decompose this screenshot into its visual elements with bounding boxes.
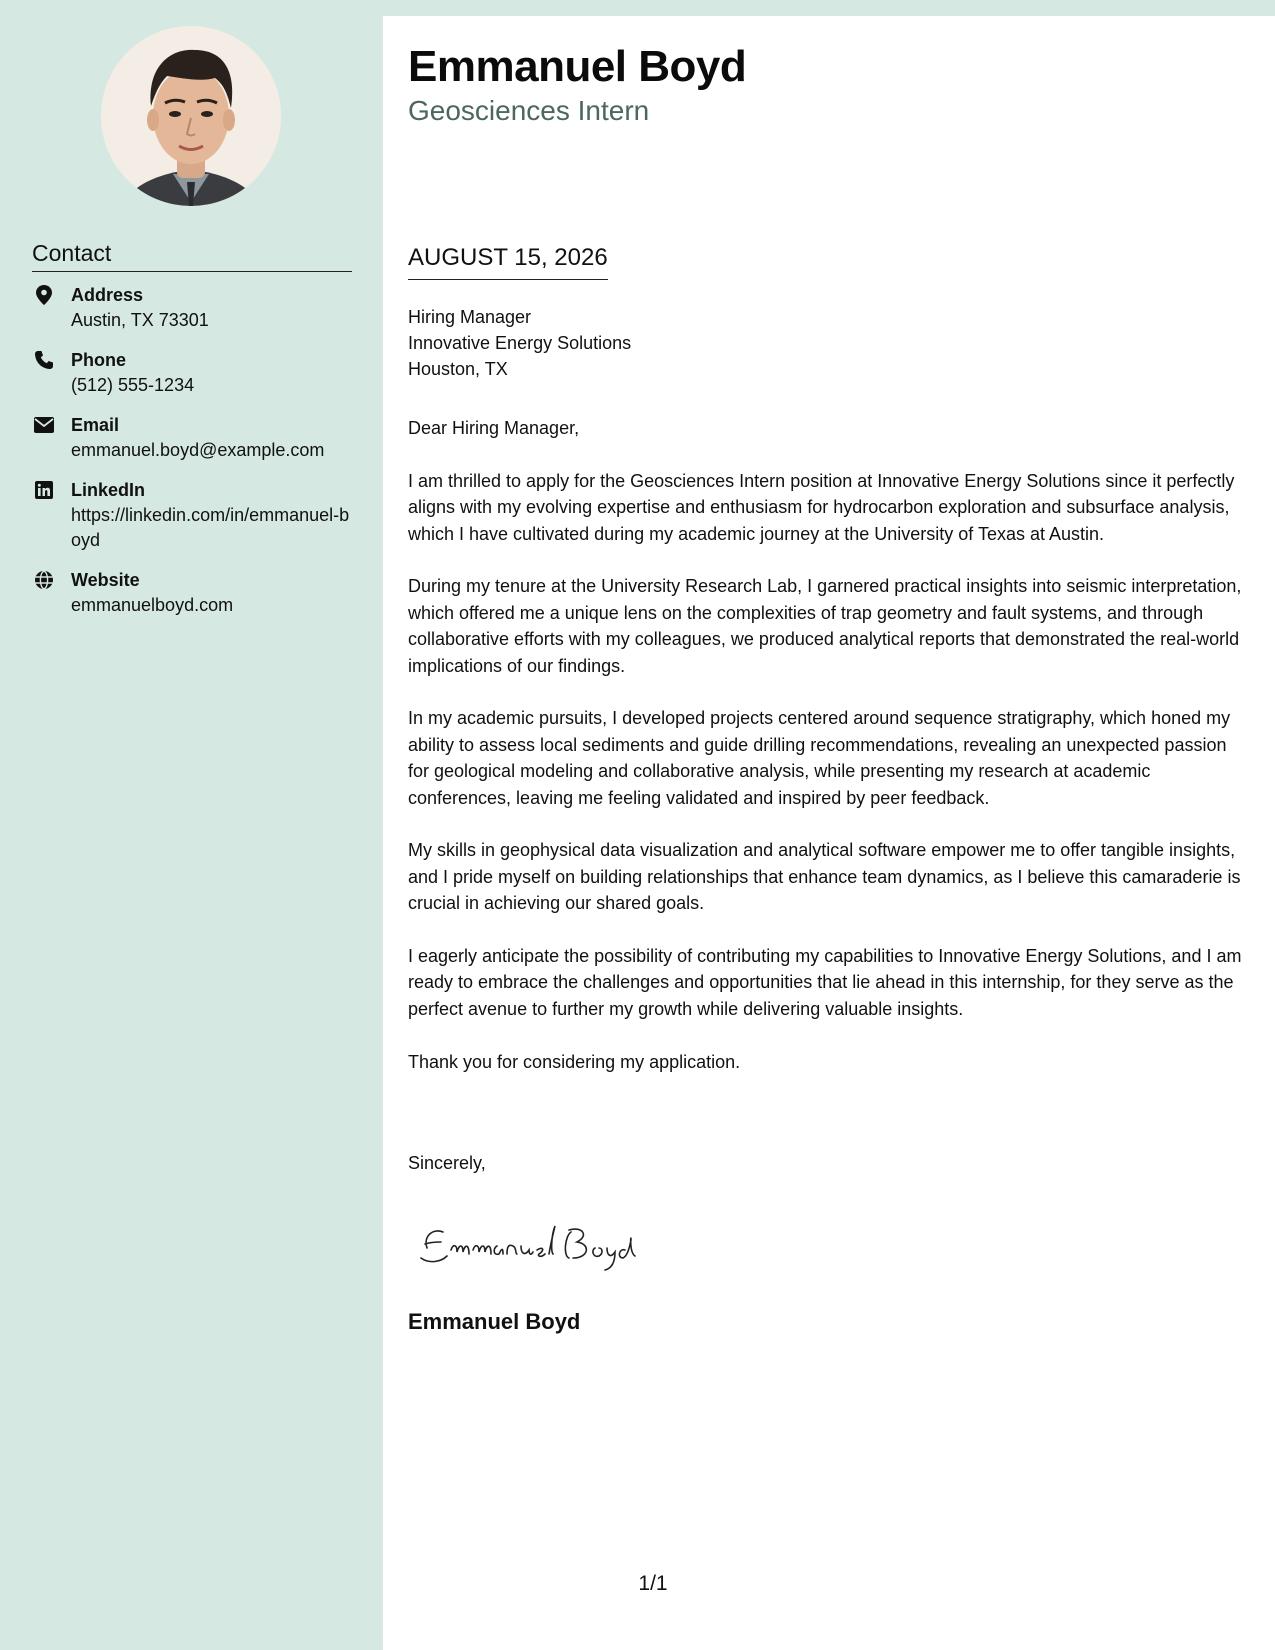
contact-value-email[interactable]: emmanuel.boyd@example.com [71, 440, 325, 460]
page-number: 1/1 [638, 1572, 668, 1595]
salutation: Dear Hiring Manager, [408, 418, 580, 438]
location-pin-icon [34, 285, 54, 305]
contact-value-address: Austin, TX 73301 [71, 310, 209, 330]
contact-label-address: Address [71, 285, 144, 305]
letter-paragraph: Thank you for considering my application. [408, 1051, 741, 1072]
letter-paragraph: I am thrilled to apply for the Geosciences Intern position at Innovative Energy Solutions since it perfectly aligns with my evolving expertise and enthusiasm for hydrocarbon exploration and subsurface analysis, which I have cultivated during my academic journey at the University of Texas at Austin. [408, 470, 1235, 544]
recipient-line: Innovative Energy Solutions [408, 333, 632, 353]
contact-value-website[interactable]: emmanuelboyd.com [71, 595, 234, 615]
signature [413, 1206, 663, 1281]
letter-paragraph: I eagerly anticipate the possibility of contributing my capabilities to Innovative Energy Solutions, and I am ready to embrace the challenges and opportunities that lie ahead in this internship, for they serve as the perfect avenue to further my growth while delivering valuable insights. [408, 946, 1242, 1019]
letter-paragraph: In my academic pursuits, I developed projects centered around sequence stratigraphy, which honed my ability to assess local sediments and guide drilling recommendations, revealing an unexpected passion for geological modeling and collaborative analysis, while presenting my research at academic conferences, leaving me feeling validated and inspired by peer feedback. [408, 708, 1231, 808]
sidebar [0, 0, 383, 1650]
linkedin-icon [34, 480, 54, 500]
envelope-icon [34, 415, 54, 435]
contact-value-linkedin[interactable]: https://linkedin.com/in/emmanuel-boyd [71, 505, 350, 550]
letter-paragraph: During my tenure at the University Research Lab, I garnered practical insights into seismic interpretation, which offered me a unique lens on the complexities of trap geometry and fault systems, and through collaborative efforts with my colleagues, we produced analytical reports that demonstrated the real-world implications of our findings. [408, 576, 1242, 676]
contact-item-address [32, 283, 352, 333]
avatar [101, 26, 281, 206]
phone-icon [34, 350, 54, 370]
applicant-name: Emmanuel Boyd [408, 42, 747, 91]
contact-label-email: Email [71, 415, 120, 435]
letter-body [408, 415, 1246, 1101]
contact-item-phone [32, 348, 352, 398]
letter-paragraph: My skills in geophysical data visualization and analytical software empower me to offer tangible insights, and I pride myself on building relationships that enhance team dynamics, as I believe this camaraderie is crucial in achieving our shared goals. [408, 840, 1241, 914]
signed-name: Emmanuel Boyd [408, 1309, 581, 1334]
contact-label-phone: Phone [71, 350, 127, 370]
globe-icon [34, 570, 54, 590]
contact-item-email [32, 413, 352, 463]
contact-list [32, 283, 352, 633]
letter-main [383, 16, 1275, 1650]
contact-label-website: Website [71, 570, 140, 590]
recipient-block [408, 304, 631, 382]
recipient-line: Hiring Manager [408, 307, 532, 327]
applicant-title: Geosciences Intern [408, 95, 650, 126]
letter-date: AUGUST 15, 2026 [408, 244, 608, 280]
recipient-line: Houston, TX [408, 359, 508, 379]
contact-value-phone: (512) 555-1234 [71, 375, 195, 395]
contact-heading: Contact [32, 240, 352, 272]
closing: Sincerely, [408, 1153, 486, 1173]
contact-item-website [32, 568, 352, 618]
contact-label-linkedin: LinkedIn [71, 480, 146, 500]
contact-item-linkedin [32, 478, 352, 553]
